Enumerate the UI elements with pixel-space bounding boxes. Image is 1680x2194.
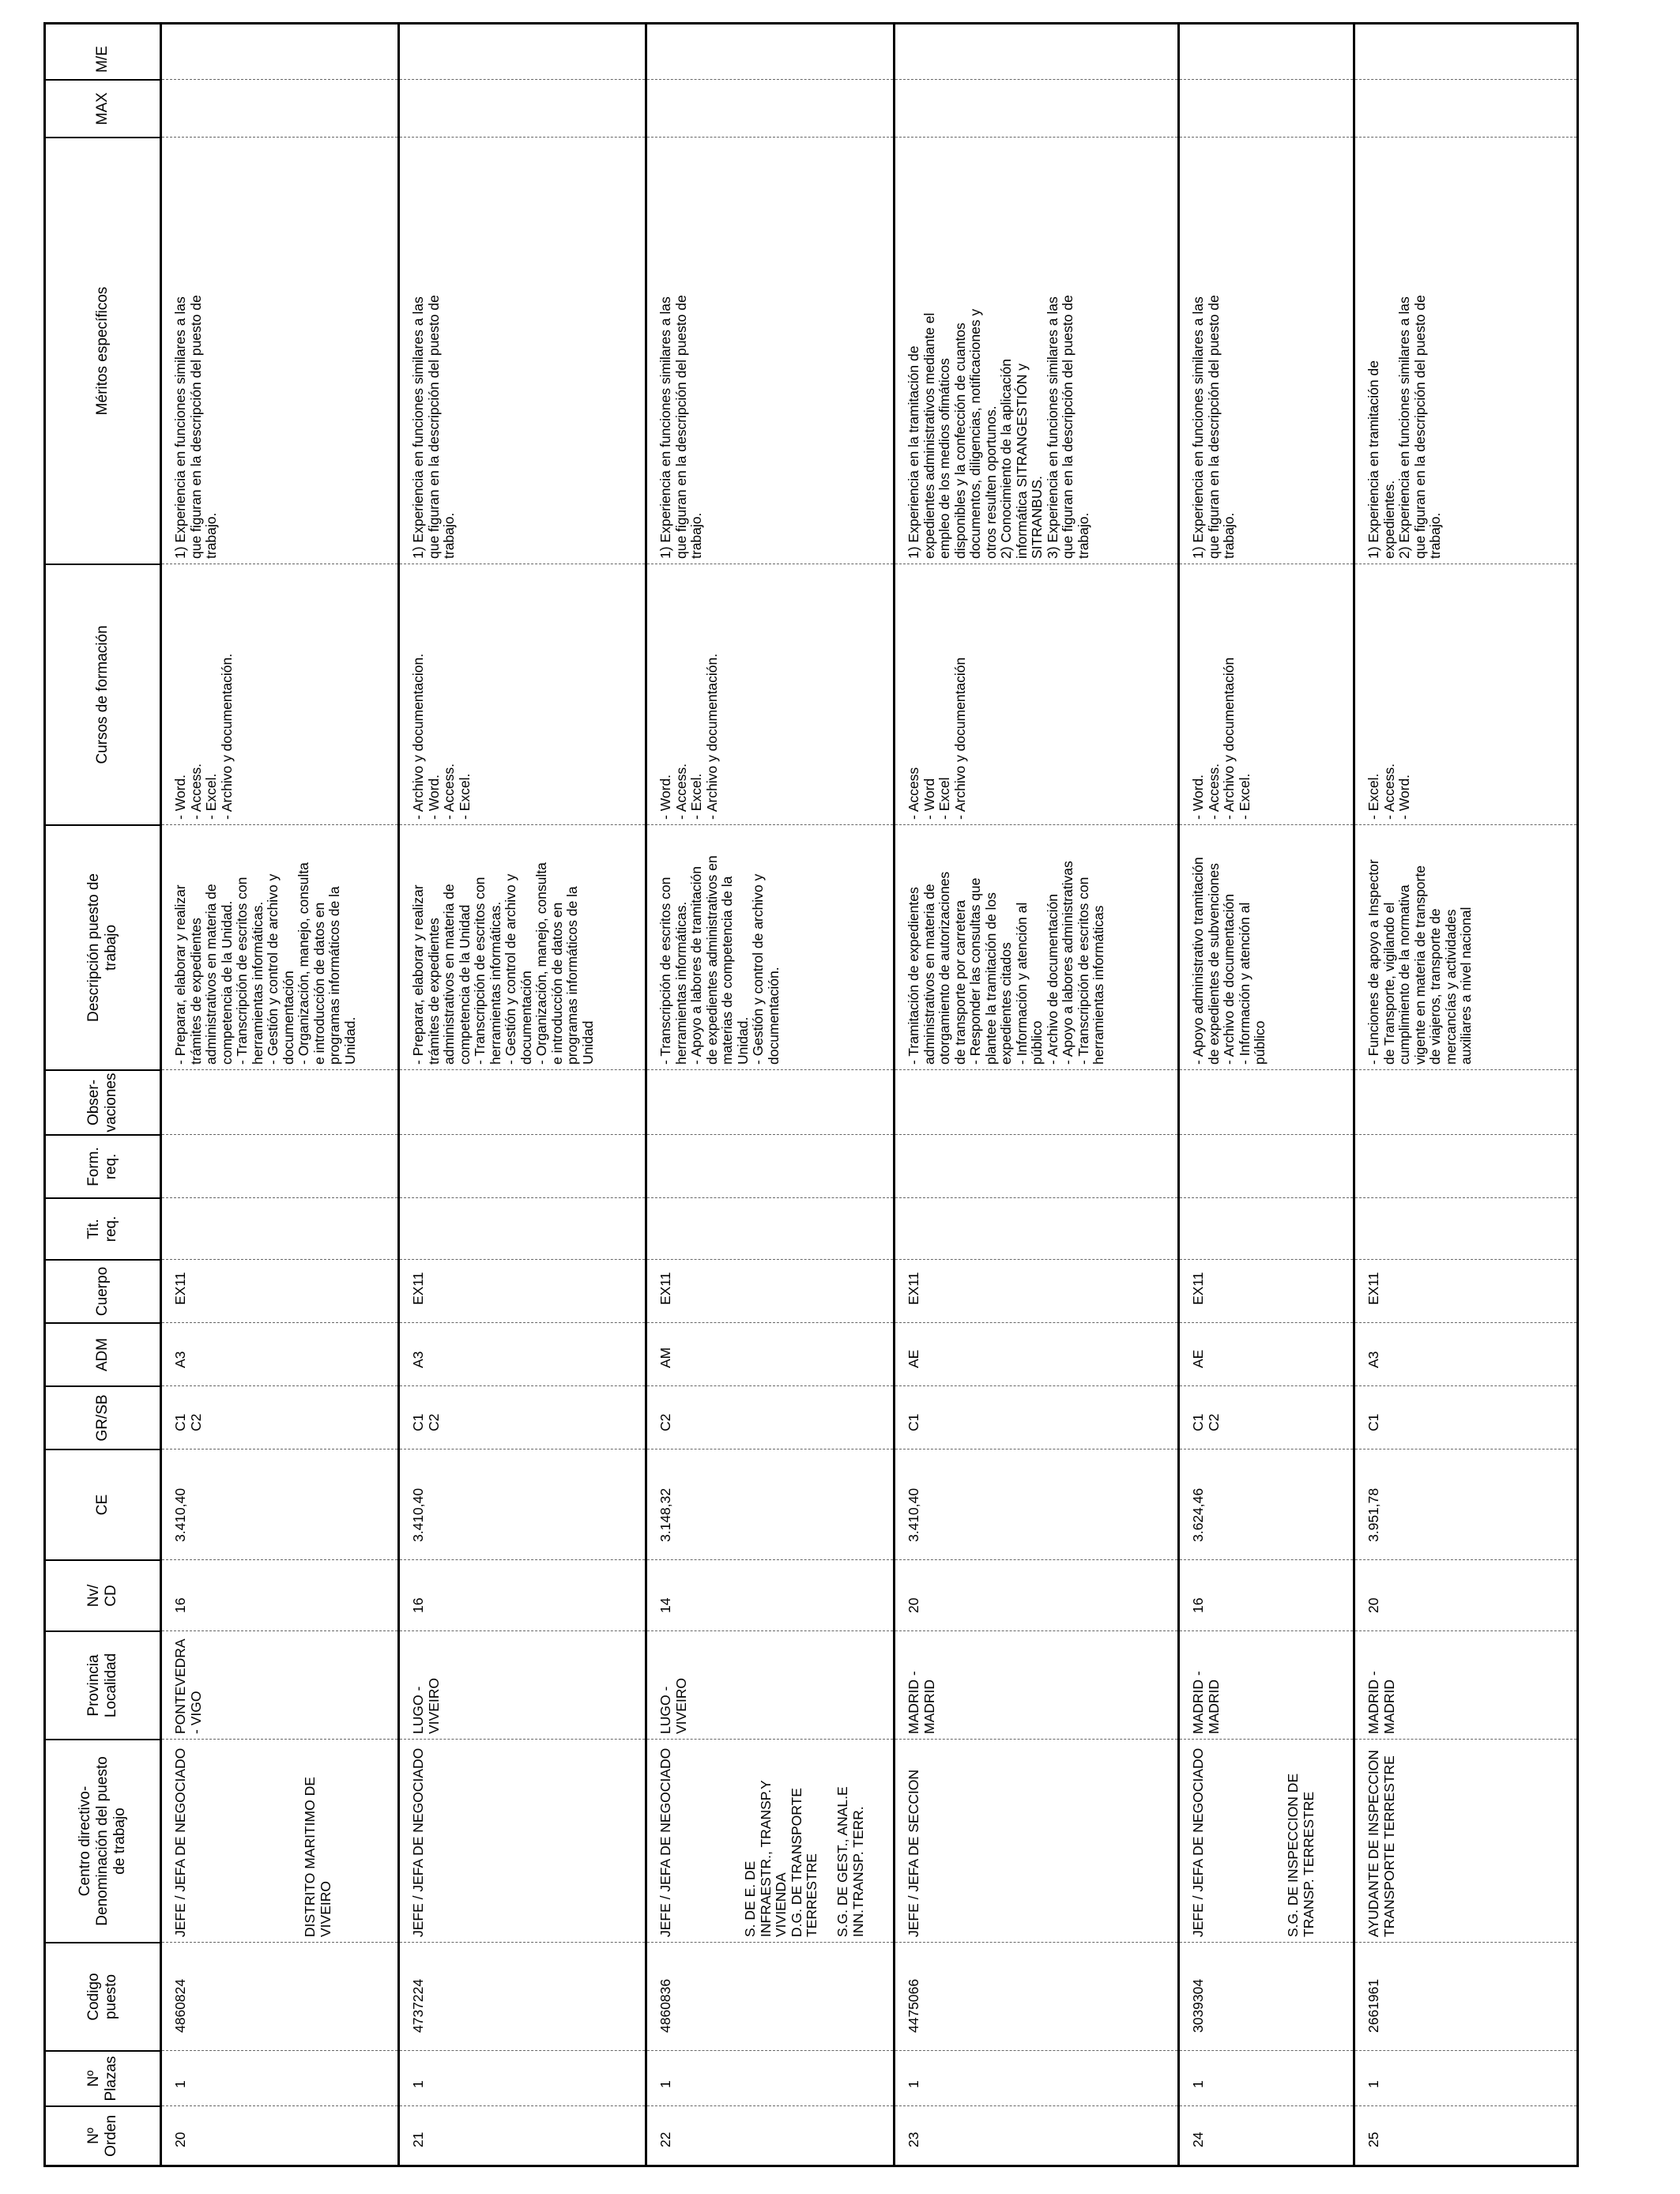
header-orden — [46, 2105, 160, 2165]
cell-meritos: 1) Experiencia en funciones similares a las que figuran en la descripción del puesto de trabajo. — [400, 137, 645, 564]
header-meritos — [46, 137, 160, 564]
header-meritos-label: Méritos específicos — [94, 286, 111, 416]
cell-plazas: 1 — [895, 2050, 1177, 2105]
cell-titulacion — [1355, 1197, 1576, 1259]
cell-descripcion: - Transcripción de escritos con herramientas informáticas. - Apoyo a labores de tramitación de expedientes administrativos en materias de competencia de la Unidad. - Gestión y control de archivo y documentación. — [647, 824, 893, 1069]
header-cursos — [46, 564, 160, 824]
cell-ce: 3.410,40 — [895, 1449, 1177, 1559]
centro-directivo-heading: DISTRITO MARITIMO DE VIVEIRO — [302, 1777, 333, 1937]
cell-codigo: 2661961 — [1355, 1942, 1576, 2050]
cell-ce: 3.951,78 — [1355, 1449, 1576, 1559]
cell-meritos: 1) Experiencia en funciones similares a las que figuran en la descripción del puesto de trabajo. — [1180, 137, 1353, 564]
cell-cursos: - Excel. - Access. - Word. — [1355, 564, 1576, 824]
cell-centro: JEFE / JEFA DE NEGOCIADO — [647, 1739, 893, 1942]
cell-centro: JEFE / JEFA DE NEGOCIADO — [162, 1739, 397, 1942]
cell-provincia: PONTEVEDRA - VIGO — [162, 1630, 397, 1739]
cell-centro: JEFE / JEFA DE SECCION — [895, 1739, 1177, 1942]
cell-max — [400, 79, 645, 137]
header-cursos-label: Cursos de formación — [94, 625, 111, 764]
cell-max — [1180, 79, 1353, 137]
cell-orden: 25 — [1355, 2105, 1576, 2165]
cell-grupo: C2 — [647, 1385, 893, 1449]
cell-codigo: 4737224 — [400, 1942, 645, 2050]
cell-codigo: 4475066 — [895, 1942, 1177, 2050]
header-max — [46, 79, 160, 137]
table-row — [1353, 25, 1576, 2165]
cell-cuerpo: EX11 — [400, 1259, 645, 1322]
cell-descripcion: - Tramitación de expedientes administrativos en materia de otorgamiento de autorizaciones de transporte por carretera - Responder las consultas que plantee la tramitación de los expedientes citados - Información y atención al público - Archivo de documentación - Apoyo a labores administrativas - Transcripción de escritos con herramientas informáticas — [895, 824, 1177, 1069]
cell-orden: 22 — [647, 2105, 893, 2165]
cell-centro: AYUDANTE DE INSPECCION TRANSPORTE TERRESTRE — [1355, 1739, 1576, 1942]
cell-adm: AM — [647, 1322, 893, 1385]
cell-plazas: 1 — [162, 2050, 397, 2105]
cell-formacion — [895, 1134, 1177, 1197]
header-me — [46, 40, 160, 79]
cell-grupo: C1 C2 — [162, 1385, 397, 1449]
cell-ce: 3.148,32 — [647, 1449, 893, 1559]
cell-cursos: - Access - Word - Excel - Archivo y documentación — [895, 564, 1177, 824]
cell-formacion — [1180, 1134, 1353, 1197]
header-nivel-label: Nv/ CD — [85, 1584, 119, 1608]
header-adm — [46, 1322, 160, 1385]
header-centro-label: Centro directivo- Denominación del puesto de trabajo — [77, 1756, 128, 1926]
cell-provincia: LUGO - VIVEIRO — [400, 1630, 645, 1739]
cell-max — [1355, 79, 1576, 137]
header-descripcion-label: Descripción puesto de trabajo — [85, 873, 119, 1022]
cell-orden: 23 — [895, 2105, 1177, 2165]
header-ce-label: CE — [94, 1494, 111, 1516]
header-observaciones-label: Obser- vaciones — [85, 1072, 119, 1133]
cell-formacion — [647, 1134, 893, 1197]
cell-titulacion — [162, 1197, 397, 1259]
header-formacion — [46, 1134, 160, 1197]
header-titulacion — [46, 1197, 160, 1259]
header-me-label: M/E — [94, 46, 111, 73]
header-titulacion-label: Tit. req. — [85, 1216, 119, 1242]
header-max-label: MAX — [94, 92, 111, 126]
header-cuerpo — [46, 1259, 160, 1322]
cell-cuerpo: EX11 — [1355, 1259, 1576, 1322]
cell-provincia: MADRID - MADRID — [1180, 1630, 1353, 1739]
centro-directivo-heading: S.G. DE INSPECCION DE TRANSP. TERRESTRE — [1285, 1773, 1317, 1937]
cell-codigo: 3039304 — [1180, 1942, 1353, 2050]
cell-max — [162, 79, 397, 137]
cell-plazas: 1 — [1355, 2050, 1576, 2105]
cell-plazas: 1 — [647, 2050, 893, 2105]
header-plazas — [46, 2050, 160, 2105]
cell-provincia: MADRID - MADRID — [895, 1630, 1177, 1739]
cell-descripcion: - Funciones de apoyo a Inspector de Transporte, vigilando el cumplimiento de la normativa vigente en materia de transporte de viajeros, transporte de mercancías y actividades auxiliares a nivel nacional — [1355, 824, 1576, 1069]
cell-meritos: 1) Experiencia en funciones similares a las que figuran en la descripción del puesto de trabajo. — [162, 137, 397, 564]
cell-ce: 3.410,40 — [162, 1449, 397, 1559]
table-row — [397, 25, 645, 2165]
cell-orden: 21 — [400, 2105, 645, 2165]
cell-cursos: - Word. - Access. - Excel. - Archivo y documentación. — [162, 564, 397, 824]
cell-grupo: C1 C2 — [1180, 1385, 1353, 1449]
cell-nivel: 16 — [1180, 1559, 1353, 1630]
header-descripcion — [46, 824, 160, 1069]
cell-observaciones — [1180, 1069, 1353, 1134]
cell-cuerpo: EX11 — [895, 1259, 1177, 1322]
cell-adm: AE — [1180, 1322, 1353, 1385]
cell-formacion — [400, 1134, 645, 1197]
cell-centro: JEFE / JEFA DE NEGOCIADO — [400, 1739, 645, 1942]
cell-observaciones — [647, 1069, 893, 1134]
cell-me — [895, 40, 1177, 79]
cell-orden: 24 — [1180, 2105, 1353, 2165]
cell-cuerpo: EX11 — [647, 1259, 893, 1322]
cell-nivel: 16 — [400, 1559, 645, 1630]
cell-nivel: 14 — [647, 1559, 893, 1630]
cell-cuerpo: EX11 — [1180, 1259, 1353, 1322]
cell-descripcion: - Preparar, elaborar y realizar trámites de expedientes administrativos en materia de competencia de la Unidad - Transcripción de escritos con herramientas informáticas. - Gestión y control de archivo y documentación - Organización, manejo, consulta e introducción de datos en programas informáticos de la Unidad — [400, 824, 645, 1069]
cell-observaciones — [162, 1069, 397, 1134]
cell-me — [647, 40, 893, 79]
table-row — [893, 25, 1177, 2165]
cell-observaciones — [400, 1069, 645, 1134]
cell-me — [1355, 40, 1576, 79]
cell-provincia: MADRID - MADRID — [1355, 1630, 1576, 1739]
cell-titulacion — [895, 1197, 1177, 1259]
cell-cursos: - Word. - Access. - Excel. - Archivo y documentación. — [647, 564, 893, 824]
cell-adm: AE — [895, 1322, 1177, 1385]
job-positions-table — [43, 22, 1579, 2167]
cell-cursos: - Word. - Access. - Archivo y documentación - Excel. — [1180, 564, 1353, 824]
table-header-row — [46, 25, 162, 2165]
header-centro — [46, 1739, 160, 1942]
cell-descripcion: - Apoyo administrativo tramitación de expedientes de subvenciones - Archivo de documentación - Información y atención al público — [1180, 824, 1353, 1069]
table-row — [162, 25, 397, 2165]
cell-codigo: 4860824 — [162, 1942, 397, 2050]
centro-directivo-heading: S. DE E. DE INFRAESTR., TRANSP.Y VIVIENDA D.G. DE TRANSPORTE TERRESTRE S.G. DE GEST., ANAL.E INN.TRANSP. TERR. — [742, 1780, 866, 1937]
cell-grupo: C1 C2 — [400, 1385, 645, 1449]
cell-codigo: 4860836 — [647, 1942, 893, 2050]
cell-cuerpo: EX11 — [162, 1259, 397, 1322]
cell-nivel: 20 — [1355, 1559, 1576, 1630]
header-codigo — [46, 1942, 160, 2050]
cell-meritos: 1) Experiencia en la tramitación de expedientes administrativos mediante el empleo de los medios ofimáticos disponibles y la confección de cuantos documentos, diligencias, notificaciones y otros resulten oportunos. 2) Conocimiento de la aplicación informática SITRANGESTIÓN y SITRANBUS. 3) Experiencia en funciones similares a las que figuran en la descripción del puesto de trabajo. — [895, 137, 1177, 564]
header-grupo-label: GR/SB — [94, 1394, 111, 1442]
cell-provincia: LUGO - VIVEIRO — [647, 1630, 893, 1739]
cell-adm: A3 — [1355, 1322, 1576, 1385]
cell-me — [1180, 40, 1353, 79]
cell-descripcion: - Preparar, elaborar y realizar trámites de expedientes administrativos en materia de competencia de la Unidad. - Transcripción de escritos con herramientas informáticas. - Gestión y control de archivo y documentación - Organización, manejo, consulta e introducción de datos en programas informáticos de la Unidad. — [162, 824, 397, 1069]
header-provincia — [46, 1630, 160, 1739]
cell-grupo: C1 — [1355, 1385, 1576, 1449]
cell-titulacion — [1180, 1197, 1353, 1259]
cell-adm: A3 — [400, 1322, 645, 1385]
cell-max — [647, 79, 893, 137]
header-codigo-label: Codigo puesto — [85, 1973, 119, 2021]
cell-me — [162, 40, 397, 79]
cell-formacion — [162, 1134, 397, 1197]
header-nivel — [46, 1559, 160, 1630]
table-row — [1177, 25, 1353, 2165]
cell-meritos: 1) Experiencia en tramitación de expedientes. 2) Experiencia en funciones similares a las que figuran en la descripción del puesto de trabajo. — [1355, 137, 1576, 564]
cell-centro: JEFE / JEFA DE NEGOCIADO — [1180, 1739, 1353, 1942]
cell-cursos: - Archivo y documentacion. - Word. - Access. - Excel. — [400, 564, 645, 824]
cell-adm: A3 — [162, 1322, 397, 1385]
header-plazas-label: Nº Plazas — [85, 2056, 119, 2102]
header-cuerpo-label: Cuerpo — [94, 1266, 111, 1317]
cell-plazas: 1 — [400, 2050, 645, 2105]
cell-orden: 20 — [162, 2105, 397, 2165]
cell-titulacion — [400, 1197, 645, 1259]
cell-formacion — [1355, 1134, 1576, 1197]
header-provincia-label: Provincia Localidad — [85, 1653, 119, 1718]
cell-plazas: 1 — [1180, 2050, 1353, 2105]
cell-max — [895, 79, 1177, 137]
header-orden-label: Nº Orden — [85, 2115, 119, 2157]
header-ce — [46, 1449, 160, 1559]
cell-me — [400, 40, 645, 79]
header-grupo — [46, 1385, 160, 1449]
cell-observaciones — [1355, 1069, 1576, 1134]
header-observaciones — [46, 1069, 160, 1134]
cell-nivel: 16 — [162, 1559, 397, 1630]
cell-grupo: C1 — [895, 1385, 1177, 1449]
cell-ce: 3.410,40 — [400, 1449, 645, 1559]
header-formacion-label: Form. req. — [85, 1147, 119, 1186]
cell-nivel: 20 — [895, 1559, 1177, 1630]
cell-ce: 3.624,46 — [1180, 1449, 1353, 1559]
header-adm-label: ADM — [94, 1337, 111, 1372]
cell-observaciones — [895, 1069, 1177, 1134]
cell-meritos: 1) Experiencia en funciones similares a las que figuran en la descripción del puesto de trabajo. — [647, 137, 893, 564]
cell-titulacion — [647, 1197, 893, 1259]
